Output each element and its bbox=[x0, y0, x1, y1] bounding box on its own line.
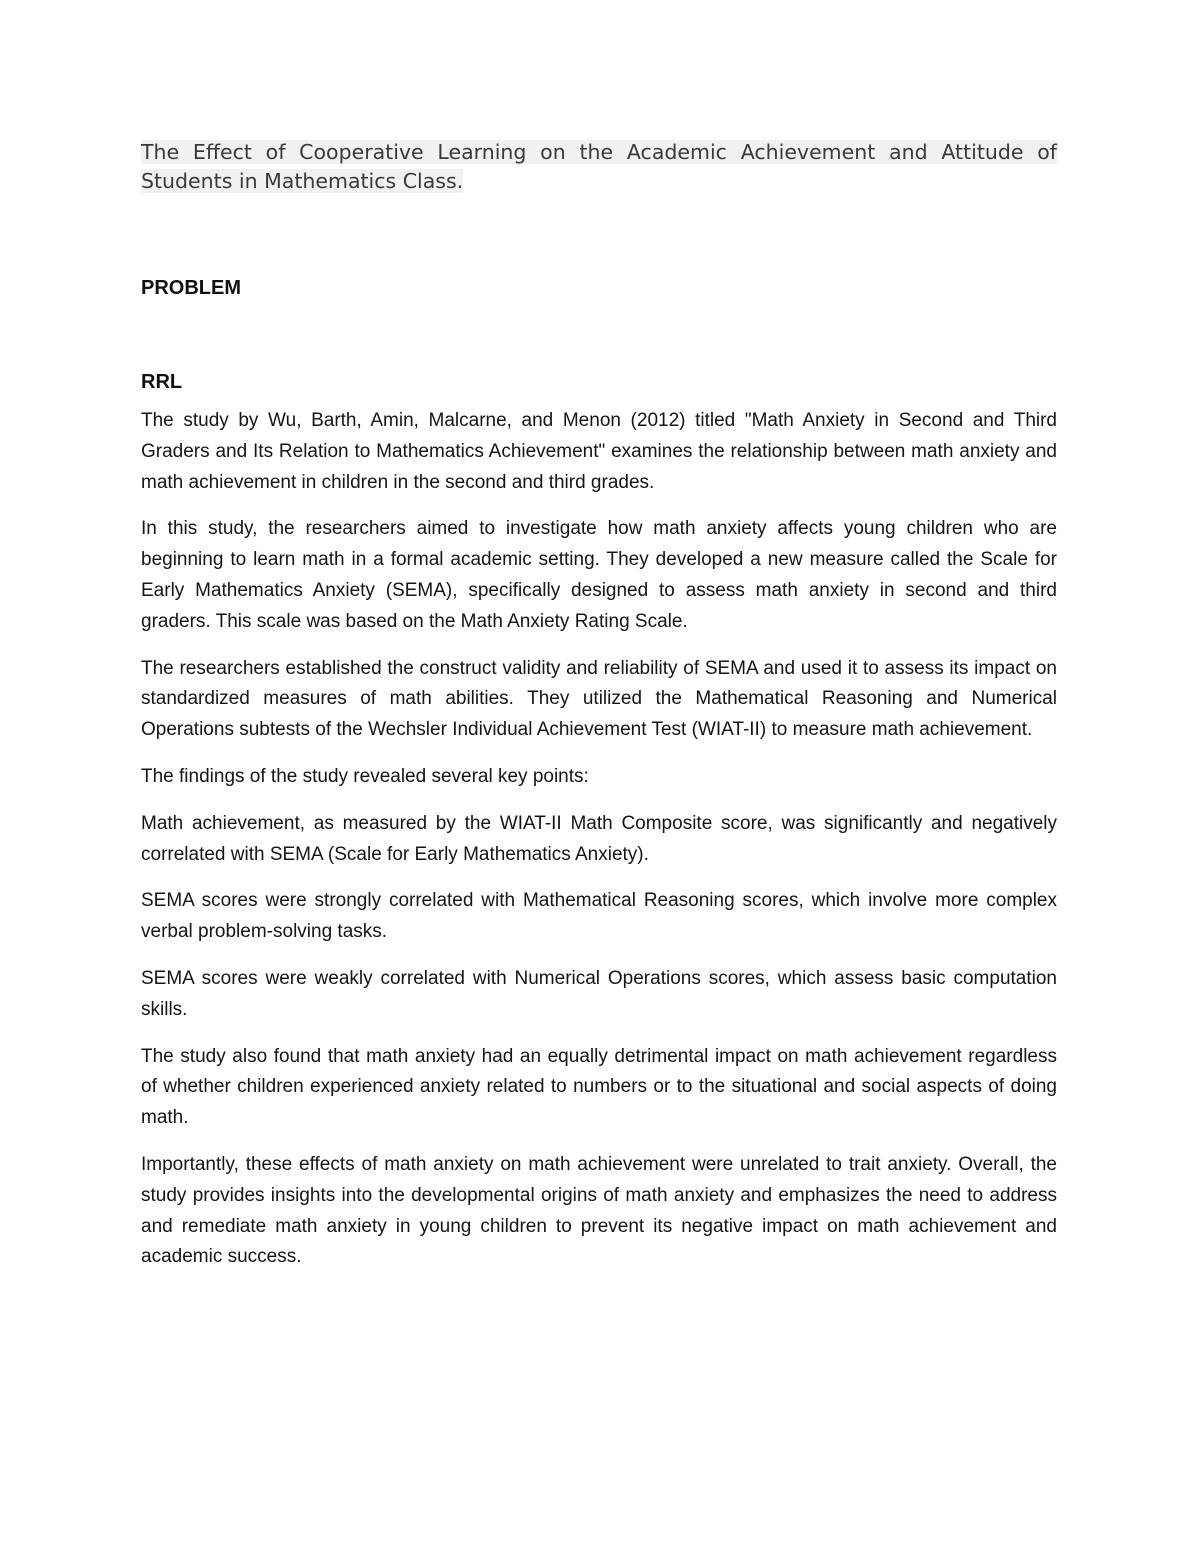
paragraph: Importantly, these effects of math anxiety on math achievement were unrelated to trait anxiety. Overall, the study provides insights into the developmental origins of math anxiety and emphasizes the need to address and remediate math anxiety in young children to prevent its negative impact on math achievement and academic success. bbox=[141, 1153, 1057, 1268]
document-title-text: The Effect of Cooperative Learning on the Academic Achievement and Attitude of Students in Mathematics Class. bbox=[141, 140, 1057, 193]
paragraph: SEMA scores were weakly correlated with Numerical Operations scores, which assess basic computation skills. bbox=[141, 967, 1057, 1020]
document-title bbox=[141, 138, 1057, 196]
paragraph: In this study, the researchers aimed to investigate how math anxiety affects young children who are beginning to learn math in a formal academic setting. They developed a new measure called the Scale for Early Mathematics Anxiety (SEMA), specifically designed to assess math anxiety in second and third graders. This scale was based on the Math Anxiety Rating Scale. bbox=[141, 518, 1057, 632]
heading-problem: PROBLEM bbox=[141, 277, 241, 299]
paragraph: Math achievement, as measured by the WIAT-II Math Composite score, was significantly and negatively correlated with SEMA (Scale for Early Mathematics Anxiety). bbox=[141, 812, 1057, 865]
document-page bbox=[141, 138, 1057, 1273]
paragraph: The findings of the study revealed several key points: bbox=[141, 765, 589, 787]
paragraph: The study by Wu, Barth, Amin, Malcarne, and Menon (2012) titled "Math Anxiety in Second and Third Graders and Its Relation to Mathematics Achievement" examines the relationship between math anxiety and math achievement in children in the second and third grades. bbox=[141, 410, 1057, 493]
paragraph: The researchers established the construct validity and reliability of SEMA and used it to assess its impact on standardized measures of math abilities. They utilized the Mathematical Reasoning and Numerical Operations subtests of the Wechsler Individual Achievement Test (WIAT-II) to measure math achievement. bbox=[141, 657, 1057, 741]
paragraph: SEMA scores were strongly correlated with Mathematical Reasoning scores, which involve more complex verbal problem-solving tasks. bbox=[141, 890, 1057, 943]
heading-rrl: RRL bbox=[141, 371, 183, 393]
paragraph: The study also found that math anxiety had an equally detrimental impact on math achievement regardless of whether children experienced anxiety related to numbers or to the situational and social aspects of doing math. bbox=[141, 1045, 1057, 1129]
rrl-body bbox=[141, 406, 1057, 1273]
